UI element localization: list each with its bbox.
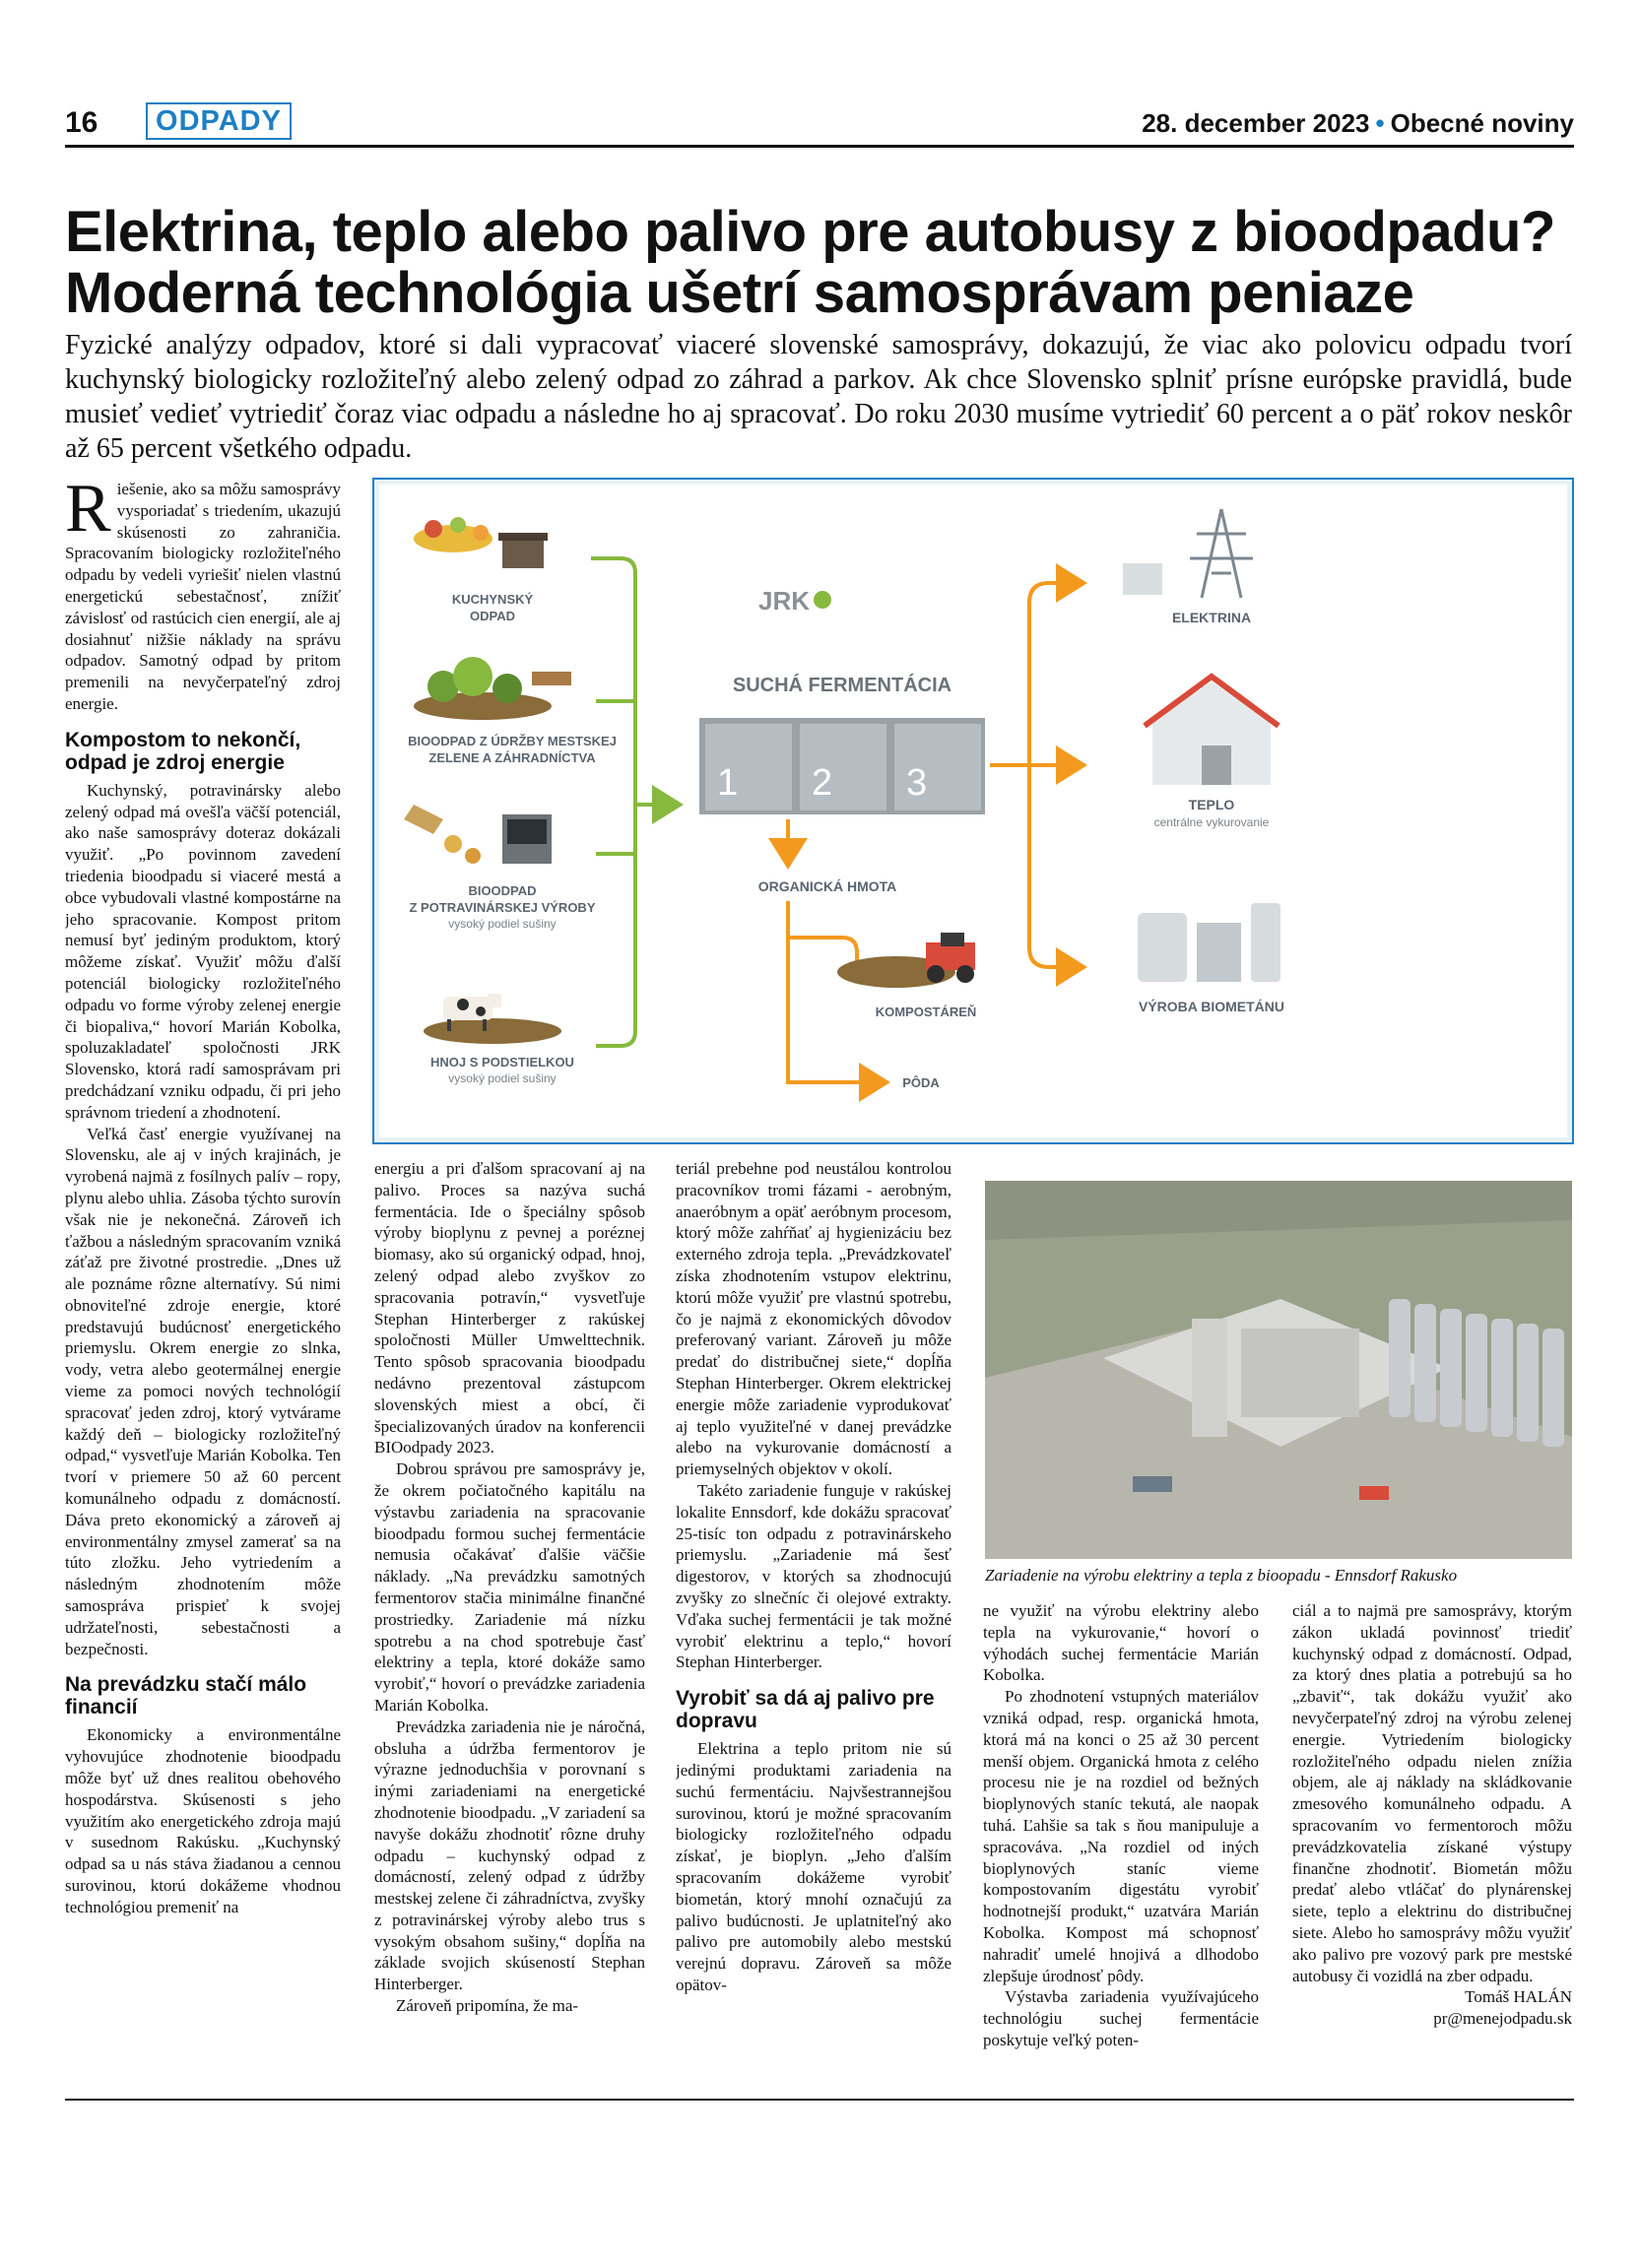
paragraph: Veľká časť energie využívanej na Slovensku, ale aj v iných krajinách, je vyrobená najmä z fosílnych palív – ropy, plynu alebo uhlia. Zásoba týchto surovín však nie je nekonečná. Zároveň ich ťažbou a následným spracovaním vzniká záťaž pre životné prostredie. „Dnes už ale poznáme rôzne alternatívy. Sú nimi obnoviteľné zdroje energie, ktoré predstavujú budúcnosť energetického priemyslu. Okrem energie zo slnka, vody, vetra alebo geotermálnej energie vieme za pomoci nových technológií spracovať jeden zdroj, ktorý vytvárame každý deň – biologicky rozložiteľný odpad,“ vysvetľuje Marián Kobolka. Ten tvorí v priemere 50 až 60 percent komunálneho odpadu z domácností. Dáva preto ekonomický a zároveň aj environmentálny zmysel zamerať sa na túto zložku. Jeho vytriedením a následným zhodnotením môže samospráva prispieť k svojej udržateľnosti, sebestačnosti a bezpečnosti. xyxy=(65,1124,341,1658)
footer-rule xyxy=(65,2099,1574,2101)
kitchen-waste-icon xyxy=(414,517,548,568)
issue-info xyxy=(1142,108,1574,139)
fermenter-block xyxy=(699,718,985,814)
dry-fermentation-infographic xyxy=(372,478,1574,1144)
paragraph: Kuchynský, potravinársky alebo zelený odpad má ovešľa väčší potenciál, ako naše samosprávy doteraz dokázali využiť. „Po povinnom zavedení triedenia bioodpadu si viaceré mestá a obce vybudovali vlastné kompostárne na jeho spracovanie. Kompost pritom nemusí byť jediným produktom, ktorý môžeme získať. Využiť môžu ďalší potenciál biologicky rozložiteľného odpadu vo forme výroby zelenej energie či biopaliva,“ hovorí Marián Kobolka, spoluzakladateľ spoločnosti JRK Slovensko, ktorá radí samosprávam pri predchádzaní vzniku odpadu, či pri jeho správnom triedení a zhodnotení. xyxy=(65,780,341,1122)
section-tag: ODPADY xyxy=(146,102,292,140)
paragraph: teriál prebehne pod neustálou kontrolou pracovníkov tromi fázami - aerobným, anaeróbnym a opäť aeróbnym procesom, ktorý môže zahŕňať aj hygienizáciu bez externého zdroja tepla. „Prevádzkovateľ získa zhodnotením vstupov elektrinu, ktorú môže využiť pre vlastnú spotrebu, čo je najmä z ekonomických dôvodov preferovaný variant. Zároveň ju môže predať do distribučnej siete,“ dopĺňa Stephan Hinterberger. Okrem elektrickej energie môže zariadenie vyprodukovať aj teplo využiteľné v danej prevádzke alebo na vykurovanie domácností a priemyselných objektov v okolí. xyxy=(676,1159,951,1479)
food-industry-waste-icon xyxy=(404,805,552,864)
paragraph: ne využiť na výrobu elektriny alebo tepla na vykurovanie,“ hovorí o výhodách suchej fermentácie Marián Kobolka. xyxy=(983,1601,1259,1685)
input-label-2b: ZELENE A ZÁHRADNÍCTVA xyxy=(428,750,596,765)
fermenter-3: 3 xyxy=(906,762,928,804)
input-label-4a: HNOJ S PODSTIELKOU xyxy=(430,1055,574,1069)
compost-label: KOMPOSTÁREŇ xyxy=(875,1004,977,1019)
manure-icon xyxy=(424,994,561,1044)
subhead-finance: Na prevádzku stačí málo financií xyxy=(65,1673,307,1719)
paper-name: Obecné noviny xyxy=(1390,108,1574,138)
biomethane-plant-icon xyxy=(1138,903,1280,982)
soil-label: PÔDA xyxy=(902,1075,940,1090)
paragraph: Výstavba zariadenia využívajúceho technológiu suchej fermentácie poskytuje veľký poten- xyxy=(983,1987,1259,2049)
output-note-heat: centrálne vykurovanie xyxy=(1153,815,1270,829)
input-label-3a: BIOODPAD xyxy=(468,883,537,898)
input-note-4: vysoký podiel sušiny xyxy=(448,1071,557,1085)
green-waste-icon xyxy=(414,657,571,720)
headline xyxy=(65,202,1582,324)
author-email: pr@menejodpadu.sk xyxy=(1433,2009,1572,2029)
output-arrows xyxy=(990,583,1083,967)
column-5 xyxy=(1292,1600,1572,2087)
paragraph: Elektrina a teplo pritom nie sú jedinými produktami zariadenia na suchú fermentáciu. Najvšestrannejšou surovinou, ktorú je možné spracovaním biologicky rozložiteľného odpadu získať, je bioplyn. „Jeho ďalším spracovaním dokážeme vyrobiť biometán, ktorý mnohí označujú za palivo budúcnosti. Je uplatniteľný ako palivo pre automobily alebo mestskú verejnú dopravu. Zároveň sa môže opätov- xyxy=(676,1739,951,1994)
paragraph: energiu a pri ďalšom spracovaní aj na palivo. Proces sa nazýva suchá fermentácia. Ide o špeciálny spôsob výroby bioplynu z pevnej a poréznej biomasy, ako sú organický odpad, hnoj, zelený odpad alebo zvyškov zo spracovania potravín,“ vysvetľuje Stephan Hinterberger z rakúskej spoločnosti Müller Umwelttechnik. Tento spôsob spracovania bioodpadu nedávno prezentoval zástupcom slovenských miest a obcí, či špecializovaných úradov na konferencii BIOodpady 2023. xyxy=(374,1159,645,1458)
paragraph: Ekonomicky a environmentálne vyhovujúce zhodnotenie bioodpadu môže byť už dnes realitou obehového hospodárstva. Skúsenosti s jeho využitím ako energetického zdroja majú v susednom Rakúsku. „Kuchynský odpad sa u nás stáva žiadanou a cennou surovinou, ktorú dokážeme vhodnou technológiou premeniť na xyxy=(65,1725,341,1916)
dropcap: R xyxy=(65,479,111,547)
output-label-biomethane: VÝROBA BIOMETÁNU xyxy=(1138,999,1285,1014)
output-label-heat: TEPLO xyxy=(1188,797,1235,812)
compost-icon xyxy=(837,933,975,988)
output-label-electricity: ELEKTRINA xyxy=(1171,610,1252,625)
page-number: 16 xyxy=(65,106,98,139)
headline-line-2: Moderná technológia ušetrí samosprávam peniaze xyxy=(65,261,1414,325)
column-1 xyxy=(65,479,341,2087)
paragraph: Zároveň pripomína, že ma- xyxy=(396,1996,579,2016)
input-label-2a: BIOODPAD Z ÚDRŽBY MESTSKEJ xyxy=(408,734,617,748)
issue-date: 28. december 2023 xyxy=(1142,108,1370,138)
column-3 xyxy=(676,1158,951,2087)
article-lead: Fyzické analýzy odpadov, ktoré si dali vypracovať viaceré slovenské samosprávy, dokazujú, že viac ako polovicu odpadu tvorí kuchynský biologicky rozložiteľný alebo zelený odpad zo záhrad a parkov. Ak chce Slovensko splniť prísne európske pravidlá, bude musieť vedieť vytriediť čoraz viac odpadu a následne ho aj spracovať. Do roku 2030 musíme vytriediť 60 percent a o päť rokov neskôr až 65 percent všetkého odpadu. xyxy=(65,330,1572,464)
opening-text: iešenie, ako sa môžu samosprávy vysporiadať s triedením, ukazujú skúsenosti zo zahraničia. Spracovaním biologicky rozložiteľného odpadu by vedeli vyriešiť nielen vlastnú energetickú sebestačnosť, znížiť závislosť od rastúcich cien energií, ale aj dosiahnuť nižšie náklady na správu odpadov. Samotný odpad by pritom premenili na nevyčerpateľný zdroj energie. xyxy=(65,480,341,713)
headline-line-1: Elektrina, teplo alebo palivo pre autobusy z bioodpadu? xyxy=(65,200,1555,264)
page-header xyxy=(65,102,1574,148)
fermenter-2: 2 xyxy=(812,762,833,804)
power-pylon-icon xyxy=(1123,509,1253,598)
paragraph: Takéto zariadenie funguje v rakúskej lokalite Ennsdorf, kde dokážu spracovať 25-tisíc ton odpadu z potravinárskeho priemyslu. „Zariadenie má šesť digestorov, v ktorých sa zhodnocujú zvyšky zo slnečníc či olejové extrakty. Vďaka suchej fermentácii je tak možné vyrobiť elektrinu a teplo,“ hovorí Stephan Hinterberger. xyxy=(676,1480,951,1672)
subhead-fuel: Vyrobiť sa dá aj palivo pre dopravu xyxy=(676,1687,935,1733)
opening-paragraph xyxy=(65,479,341,715)
author: Tomáš HALÁN xyxy=(1465,1987,1572,2007)
heating-building-icon xyxy=(1145,677,1279,785)
paragraph: Prevádzka zariadenia nie je náročná, obsluha a údržba fermentorov je výrazne jednoduchšia v porovnaní s inými zariadeniami na energetické zhodnotenie bioodpadu. „V zariadení sa navyše dokážu zhodnotiť rôzne druhy odpadu – kuchynský odpad z domácností, zelený odpad z údržby mestskej zelene či záhradníctva, zvyšky z potravinárskej výroby alebo trus s vysokým obsahom sušiny,“ dopĺňa na základe svojich skúseností Stephan Hinterberger. xyxy=(374,1717,645,1994)
input-arrows xyxy=(591,558,680,1046)
paragraph: Dobrou správou pre samosprávy je, že okrem počiatočného kapitálu na výstavbu zariadenia na spracovanie bioodpadu formou suchej fermentácie nemusia očakávať ďalšie väčšie náklady. „Na prevádzku samotných fermentorov stačia minimálne finančné prostriedky. Zariadenie má nízku spotrebu a na chod spotrebuje časť elektriny a tepla, ktoré dokáže samo vyrobiť,“ hovorí o prevádzke zariadenia Marián Kobolka. xyxy=(374,1459,645,1715)
infographic-svg xyxy=(374,480,1572,1142)
organic-label: ORGANICKÁ HMOTA xyxy=(757,878,897,894)
paragraph: ciál a to najmä pre samosprávy, ktorým zákon ukladá povinnosť triediť kuchynský odpad z domácností. Odpad, za ktorý dnes platia a potrebujú sa ho „zbaviť“, tak dokážu využiť ako nevyčerpateľný zdroj na výrobu zelenej energie. Vytriedením biologicky rozložiteľného odpadu nielen znížia objem, ale aj náklady na skládkovanie zmesového komunálneho odpadu. A spracovaním vo fermentoroch môžu prevádzkovatelia získané výstupy finančne zhodnotiť. Biometán môžu predať alebo vtláčať do plynárenskej siete, teplo a elektrinu do distribučnej siete. Alebo ho samosprávy môžu využiť ako palivo pre vozový park pre mestské autobusy či vozidlá na zber odpadu. xyxy=(1292,1601,1572,1985)
input-label-1a: KUCHYNSKÝ xyxy=(451,592,534,607)
issue-separator: • xyxy=(1375,108,1385,138)
input-label-3b: Z POTRAVINÁRSKEJ VÝROBY xyxy=(409,900,596,915)
paragraph: Po zhodnotení vstupných materiálov vzniká odpad, resp. organická hmota, ktorá má na konci o 25 až 30 percent menší objem. Organická hmota z celého procesu nie je na rozdiel od bežných bioplynových staníc tekutá, ale naopak tuhá. Ľahšie sa tak s ňou manipuluje a spracováva. „Na rozdiel od iných bioplynových staníc vieme kompostovaním digestátu vyrobiť hodnotnejší produkt,“ uzatvára Marián Kobolka. Kompost má schopnosť nahradiť umelé hnojivá a dlhodobo zlepšuje úrodnosť pôdy. xyxy=(983,1687,1259,1985)
plant-photo xyxy=(985,1181,1572,1559)
hub-title: SUCHÁ FERMENTÁCIA xyxy=(732,675,952,696)
column-4 xyxy=(983,1600,1259,2087)
input-label-1b: ODPAD xyxy=(470,609,515,623)
fermenter-1: 1 xyxy=(717,762,739,804)
column-2 xyxy=(374,1158,645,2087)
arrow-soil xyxy=(788,903,886,1082)
photo-caption: Zariadenie na výrobu elektriny a tepla z bioopadu - Ennsdorf Rakusko xyxy=(985,1566,1458,1585)
input-note-3: vysoký podiel sušiny xyxy=(448,917,557,931)
subhead-compost: Kompostom to nekončí, odpad je zdroj energie xyxy=(65,728,301,774)
plant-photo-image xyxy=(985,1181,1572,1559)
brand-logo: JRK xyxy=(758,586,811,616)
leaf-icon xyxy=(814,591,831,609)
